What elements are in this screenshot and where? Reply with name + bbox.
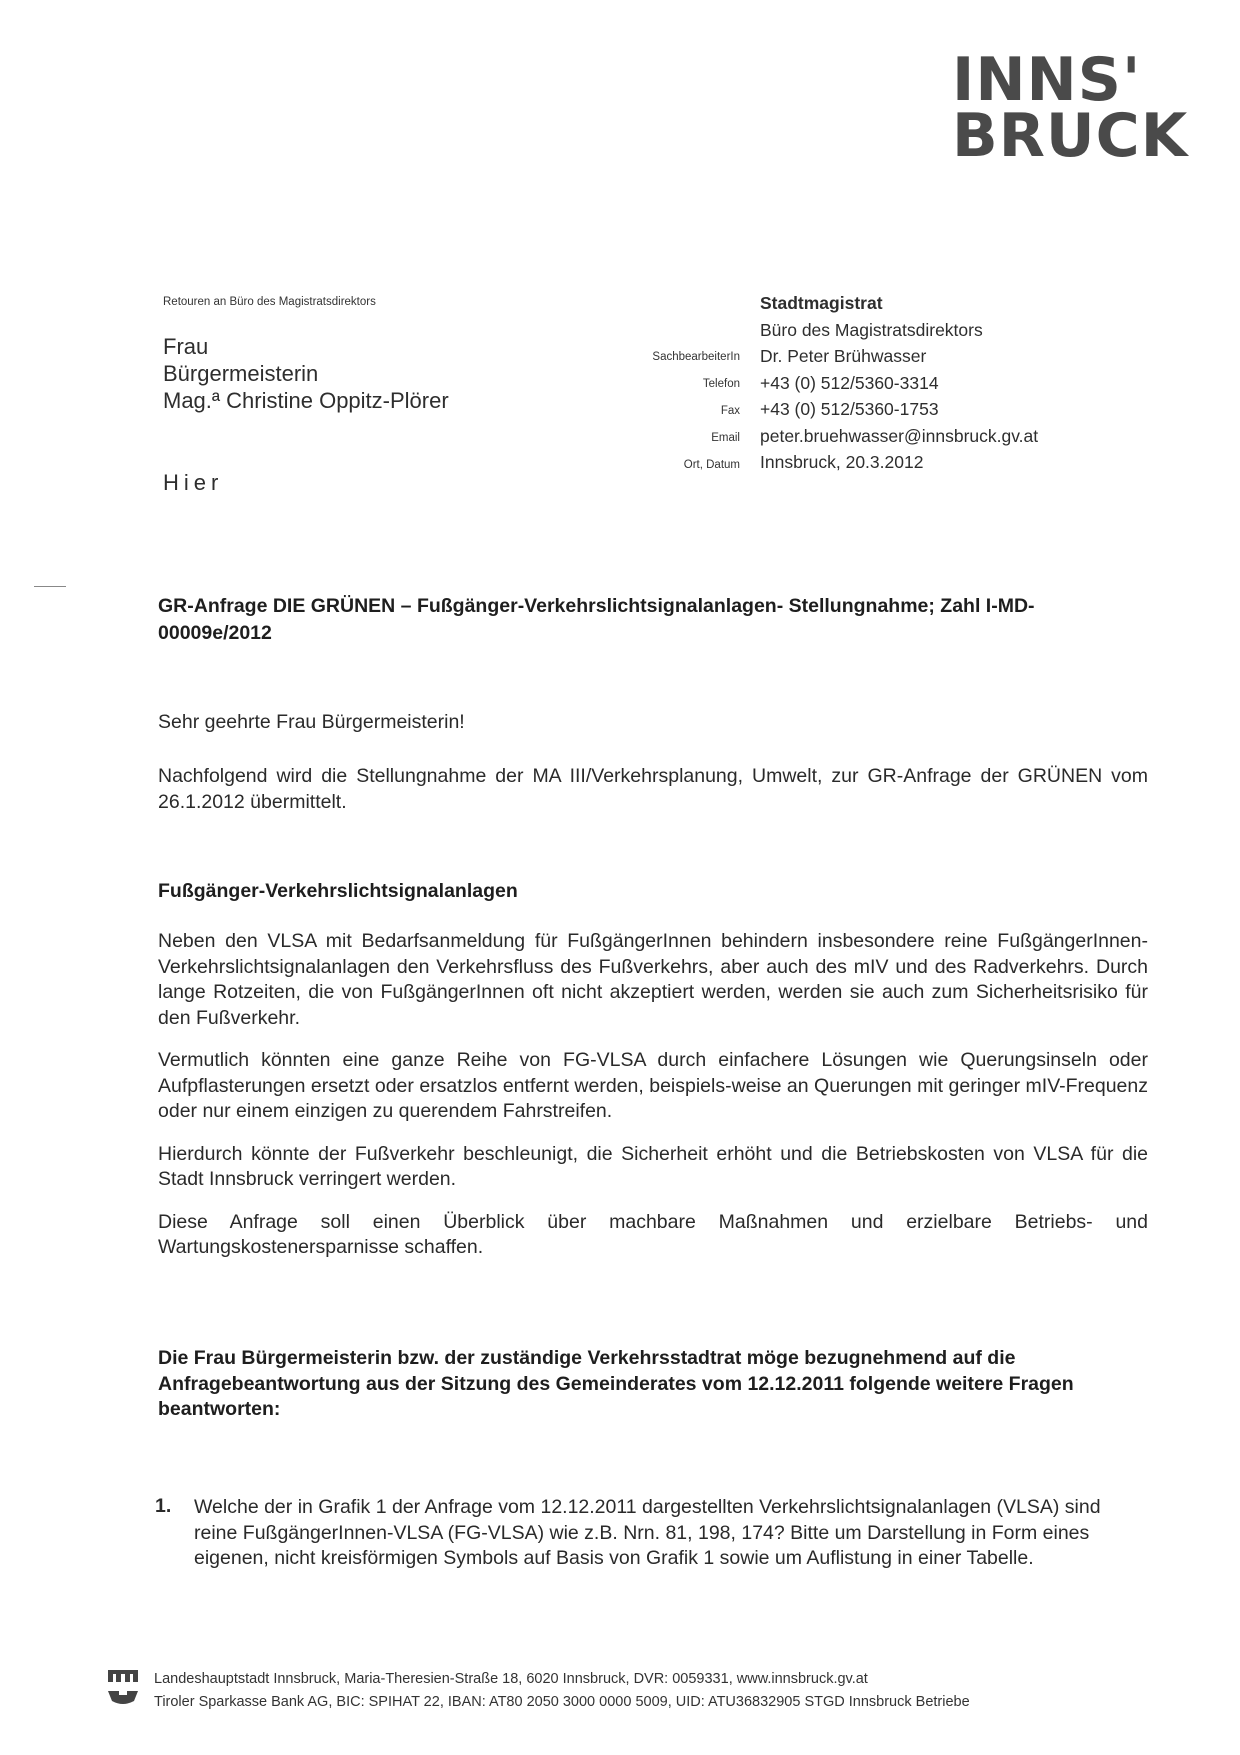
question-number: 1. (155, 1495, 172, 1517)
return-address-line: Retouren an Büro des Magistratsdirektors (163, 296, 376, 308)
label-email: Email (711, 432, 740, 444)
label-fax: Fax (720, 405, 740, 417)
label-clerk: SachbearbeiterIn (652, 351, 740, 363)
salutation: Sehr geehrte Frau Bürgermeisterin! (158, 711, 465, 733)
sender-fax: +43 (0) 512/5360-1753 (760, 399, 939, 419)
question-text: Welche der in Grafik 1 der Anfrage vom 12.12.2011 dargestellten Verkehrslichtsignalanlagen (VLSA) sind reine FußgängerInnen-VLSA (FG-VLSA) wie z.B. Nrn. 81, 198, 174? Bitte um Darstellung in Form eines eigenen, nicht kreisförmigen Symbols auf Basis von Grafik 1 sowie um Auflistung in einer Tabelle. (194, 1496, 1101, 1569)
body-paragraphs (158, 929, 1148, 1278)
sender-department: Stadtmagistrat (760, 293, 883, 313)
recipient-line: Bürgermeisterin (163, 361, 319, 386)
label-phone: Telefon (702, 378, 740, 390)
sender-email[interactable]: peter.bruehwasser@innsbruck.gv.at (760, 425, 1039, 446)
sender-meta-labels (600, 344, 740, 479)
city-logo (952, 45, 1202, 171)
footer-bank: Tiroler Sparkasse Bank AG, BIC: SPIHAT 22, IBAN: AT80 2050 3000 0000 5009, UID: ATU36832905 STGD Innsbruck Betriebe (154, 1693, 970, 1710)
sender-clerk: Dr. Peter Brühwasser (760, 346, 927, 366)
intro-paragraph: Nachfolgend wird die Stellungnahme der MA III/Verkehrsplanung, Umwelt, zur GR-Anfrage der GRÜNEN vom 26.1.2012 übermittelt. (158, 765, 1148, 813)
sender-place-date: Innsbruck, 20.3.2012 (760, 452, 924, 472)
letter-footer (154, 1668, 970, 1713)
body-paragraph: Diese Anfrage soll einen Überblick über machbare Maßnahmen und erzielbare Betriebs- und Wartungskostenersparnisse schaffen. (158, 1210, 1148, 1258)
letter-subject: GR-Anfrage DIE GRÜNEN – Fußgänger-Verkehrslichtsignalanlagen- Stellungnahme; Zahl I-MD-00009e/2012 (158, 595, 1035, 644)
body-paragraph: Hierdurch könnte der Fußverkehr beschleunigt, die Sicherheit erhöht und die Betriebskosten von VLSA für die Stadt Innsbruck verringert werden. (158, 1142, 1148, 1190)
recipient-address (163, 333, 449, 414)
recipient-line: Frau (163, 334, 209, 359)
logo-line-1: INNS' (952, 45, 1142, 115)
body-paragraph: Neben den VLSA mit Bedarfsanmeldung für FußgängerInnen behindern insbesondere reine FußgängerInnen-Verkehrslichtsignalanlagen den Verkehrsfluss des Fußverkehrs, aber auch des mIV und des Radverkehrs. Durch lange Rotzeiten, die von FußgängerInnen oft nicht akzeptiert werden, werden sie auch zum Sicherheitsrisiko für den Fußverkehr. (158, 930, 1148, 1029)
recipient-location: Hier (163, 470, 224, 495)
sender-details (760, 290, 1038, 476)
footer-address: Landeshauptstadt Innsbruck, Maria-Theresien-Straße 18, 6020 Innsbruck, DVR: 0059331, www.innsbruck.gv.at (154, 1671, 868, 1687)
city-emblem-icon (107, 1669, 139, 1707)
sender-office: Büro des Magistratsdirektors (760, 319, 983, 340)
recipient-line: Mag.ª Christine Oppitz-Plörer (163, 388, 449, 413)
question-intro: Die Frau Bürgermeisterin bzw. der zuständige Verkehrsstadtrat möge bezugnehmend auf die Anfragebeantwortung aus der Sitzung des Gemeinderates vom 12.12.2011 folgende weitere Fragen beantworten: (158, 1347, 1074, 1420)
sender-phone: +43 (0) 512/5360-3314 (760, 372, 939, 393)
section-heading: Fußgänger-Verkehrslichtsignalanlagen (158, 880, 518, 902)
label-place-date: Ort, Datum (683, 459, 740, 471)
logo-line-2: BRUCK (952, 101, 1189, 171)
fold-mark (34, 586, 66, 587)
body-paragraph: Vermutlich könnten eine ganze Reihe von FG-VLSA durch einfachere Lösungen wie Querungsinseln oder Aufpflasterungen ersetzt oder ersatzlos entfernt werden, beispiels-weise an Querungen mit geringer mIV-Frequenz oder nur einem einzigen zu querendem Fahrstreifen. (158, 1049, 1148, 1122)
